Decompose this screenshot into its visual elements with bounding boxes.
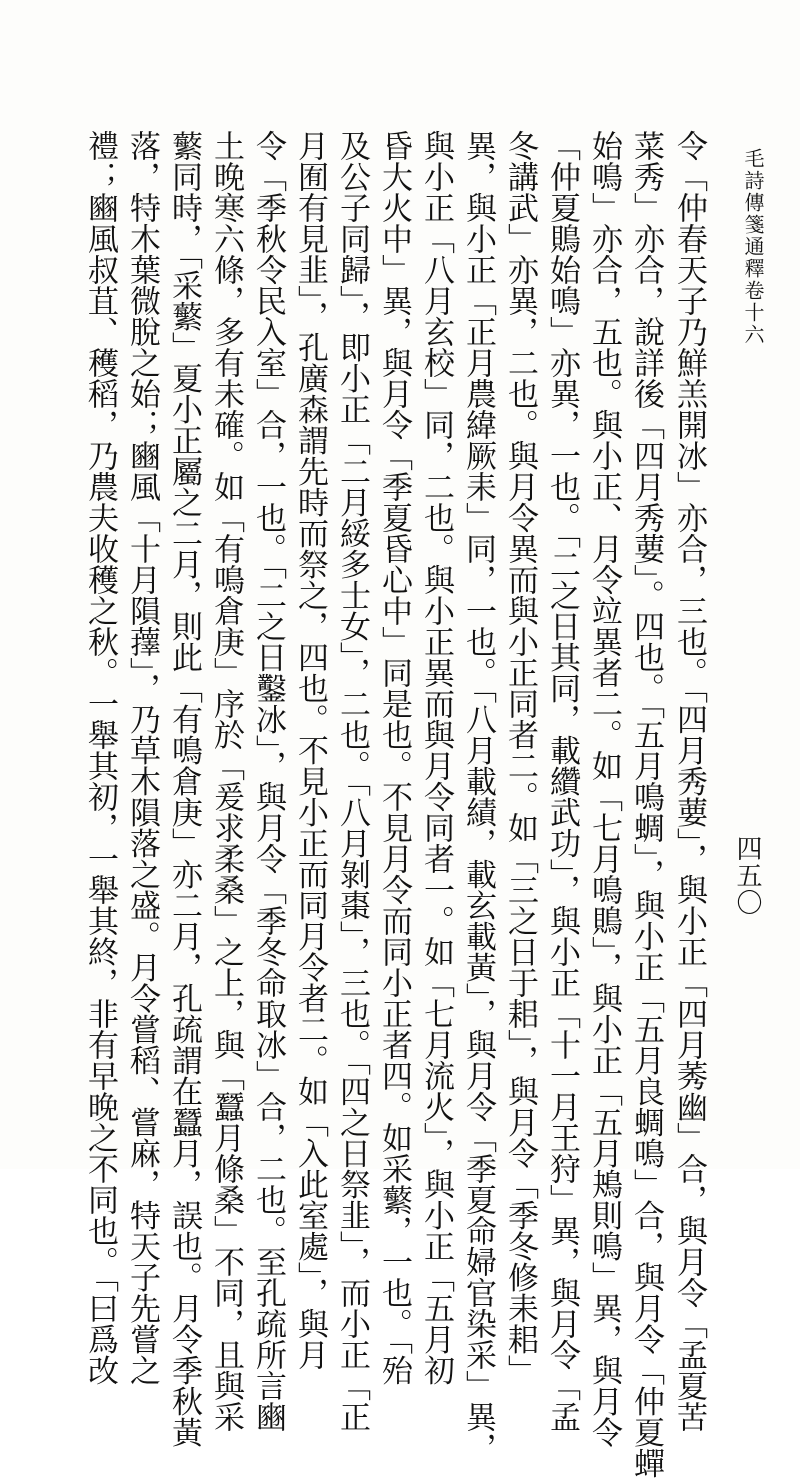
vertical-text-block: [82, 130, 710, 1479]
text-column: 禮；豳風叔苴、穫稻，乃農夫收穫之秋。一舉其初，一舉其終，非有早晚之不同也。「曰爲改: [82, 130, 118, 1386]
text-column: 令「季秋令民入室」合，一也。「二之日鑿冰」，與月令「季冬命取冰」合，二也。至孔疏所言豳: [250, 130, 286, 1432]
text-column: 土晚寒六條，多有未確。如「有鳴倉庚」序於「爰求柔桑」之上，與「蠶月條桑」不同，且與采: [208, 130, 244, 1432]
text-column: 月囿有見韭」，孔廣森謂先時而祭之，四也。不見小正而同月令者二。如「入此室處」，與月: [292, 130, 328, 1370]
text-column: 菜秀」亦合，說詳後「四月秀葽」。四也。「五月鳴蜩」，與小正「五月良蜩鳴」合，與月令「仲夏蟬: [628, 130, 664, 1479]
text-column: 異，與小正「正月農緯厥耒」同，一也。「八月載績，載玄載黃」，與月令「季夏命婦官染采」異，: [460, 130, 496, 1463]
text-column: 始鳴」亦合，五也。與小正、月令竝異者二。如「七月鳴鵙」，與小正「五月鴂則鳴」異，與月令: [586, 130, 622, 1448]
text-column: 及公子同歸」，即小正「二月綏多士女」，二也。「八月剝棗」，三也。「四之日祭韭」，而小正「正: [334, 130, 370, 1432]
page-number: 四五〇: [732, 835, 762, 916]
text-column: 蘩同時，「采蘩」夏小正屬之二月，則此「有鳴倉庚」亦二月，孔疏謂在蠶月，誤也。月令季秋黃: [166, 130, 202, 1448]
text-column: 與小正「八月玄校」同，二也。與小正異而與月令同者一。如「七月流火」，與小正「五月初: [418, 130, 454, 1386]
text-column: 令「仲春天子乃鮮羔開冰」亦合，三也。「四月秀葽」，與小正「四月莠幽」合，與月令「孟夏苦: [671, 130, 707, 1432]
text-column: 落，特木葉微脫之始；豳風「十月隕蘀」，乃草木隕落之盛。月令嘗稻、嘗麻，特天子先嘗之: [124, 130, 160, 1386]
running-head: 毛詩傳箋通釋卷十六: [741, 148, 765, 346]
text-column: 昏大火中」異，與月令「季夏昏心中」同是也。不見月令而同小正者四。如采蘩，一也。「殆: [376, 130, 412, 1386]
text-column: 「仲夏鵙始鳴」亦異，一也。「二之日其同，載纘武功」，與小正「十一月王狩」異，與月令「孟: [544, 130, 580, 1432]
text-column: 冬講武」亦異，二也。與月令異而與小正同者二。如「三之日于耜」，與月令「季冬修耒耜」: [502, 130, 538, 1386]
